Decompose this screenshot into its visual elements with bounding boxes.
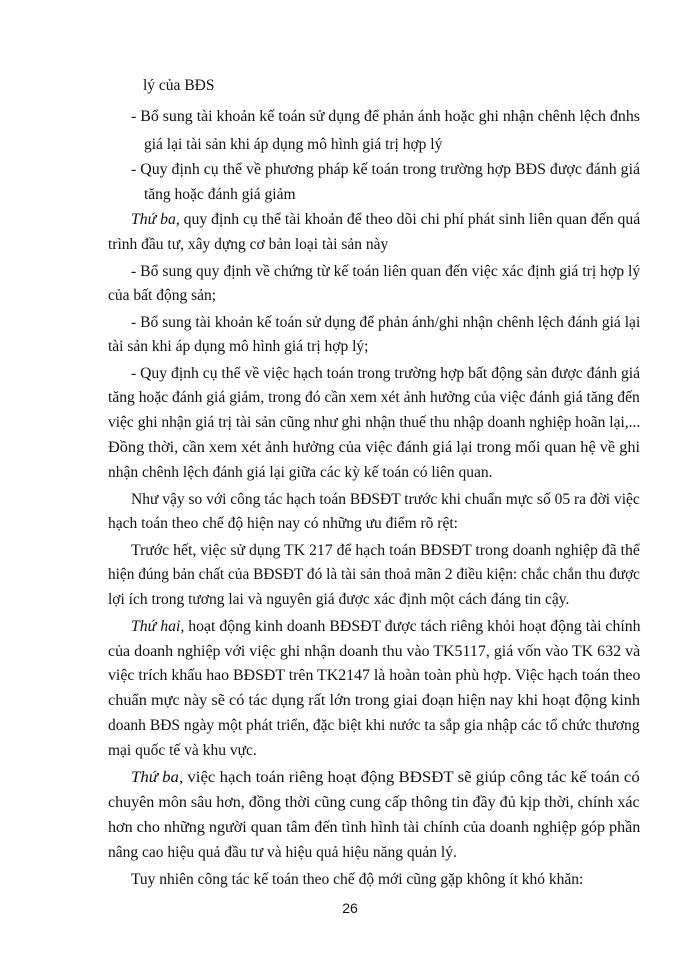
text-line: việc ghi nhận giá trị tài sản cũng như ghi nhận thuế thu nhập doanh nghiệp hoãn lại,...: [108, 414, 641, 431]
text-line: của bất động sản;: [108, 287, 217, 304]
text-line: Như vậy so với công tác hạch toán BĐSĐT trước khi chuẩn mực số 05 ra đời việc: [131, 491, 640, 508]
text-line: hạch toán theo chế độ hiện nay có những ưu điểm rõ rệt:: [108, 515, 458, 532]
text-line: - Quy định cụ thể về việc hạch toán trong trường hợp bất động sản được đánh giá: [131, 365, 641, 382]
text-line: trình đầu tư, xây dựng cơ bản loại tài sản này: [108, 236, 389, 253]
text-line: - Quy định cụ thể về phương pháp kế toán trong trường hợp BĐS được đánh giá: [131, 161, 641, 178]
text-line: Tuy nhiên công tác kế toán theo chế độ mới cũng gặp không ít khó khăn:: [131, 871, 584, 888]
text-line: lý của BĐS: [143, 77, 215, 94]
text-line: - Bổ sung tài khoản kế toán sử dụng để phản ánh hoặc ghi nhận chênh lệch đnhs: [131, 108, 640, 125]
text-line: hiện đúng bản chất của BĐSĐT đó là tài sản thoả mãn 2 điều kiện: chắc chắn thu được: [108, 566, 640, 583]
text-line: của doanh nghiệp với việc ghi nhận doanh thu vào TK5117, giá vốn vào TK 632 và: [108, 643, 641, 660]
text-line: việc trích khấu hao BĐSĐT trên TK2147 là hoàn toàn phù hợp. Việc hạch toán theo: [108, 667, 641, 684]
text-line: Thứ ba, quy định cụ thể tài khoản để theo dõi chi phí phát sinh liên quan đến quá: [131, 211, 641, 228]
text-line: Thứ ba, việc hạch toán riêng hoạt động BĐSĐT sẽ giúp công tác kế toán có: [131, 769, 640, 786]
text-line: doanh BĐS ngày một phát triển, đặc biệt khi nước ta sắp gia nhập các tổ chức thương: [108, 717, 640, 734]
text-line: nâng cao hiệu quả đầu tư và hiệu quả hiệu năng quản lý.: [108, 844, 457, 861]
text-line: - Bổ sung quy định về chứng từ kế toán liên quan đến việc xác định giá trị hợp lý: [131, 263, 641, 280]
text-line: Trước hết, việc sử dụng TK 217 để hạch toán BĐSĐT trong doanh nghiệp đã thể: [131, 542, 640, 559]
text-line: lợi ích trong tương lai và nguyên giá được xác định một cách đáng tin cậy.: [108, 591, 570, 608]
text-line: tăng hoặc đánh giá giảm, trong đó cần xem xét ảnh hưởng của việc đánh giá tăng đến: [108, 389, 640, 406]
text-line: nhận chênh lệch đánh giá lại giữa các kỳ kế toán có liên quan.: [108, 464, 493, 481]
page-number: 26: [342, 900, 358, 916]
text-line: Thứ hai, hoạt động kinh doanh BĐSĐT được tách riêng khỏi hoạt động tài chính: [131, 618, 641, 635]
text-line: tài sản khi áp dụng mô hình giá trị hợp lý;: [108, 338, 369, 355]
text-line: hơn cho những người quan tâm đến tình hình tài chính của doanh nghiệp góp phần: [108, 819, 641, 836]
text-line: tăng hoặc đánh giá giảm: [144, 186, 296, 203]
text-line: chuyên môn sâu hơn, đồng thời cũng cung cấp thông tin đầy đủ kịp thời, chính xác: [108, 794, 640, 811]
text-line: Đồng thời, cần xem xét ảnh hưởng của việc đánh giá lại trong mối quan hệ về ghi: [108, 439, 641, 456]
text-line: mại quốc tế và khu vực.: [108, 742, 257, 759]
text-line: - Bổ sung tài khoản kế toán sử dụng để phản ánh/ghi nhận chênh lệch đánh giá lại: [131, 314, 641, 331]
text-line: chuẩn mực này sẽ có tác dụng rất lớn trong giai đoạn hiện nay khi hoạt động kinh: [108, 692, 641, 709]
text-line: giá lại tài sản khi áp dụng mô hình giá trị hợp lý: [144, 136, 443, 153]
